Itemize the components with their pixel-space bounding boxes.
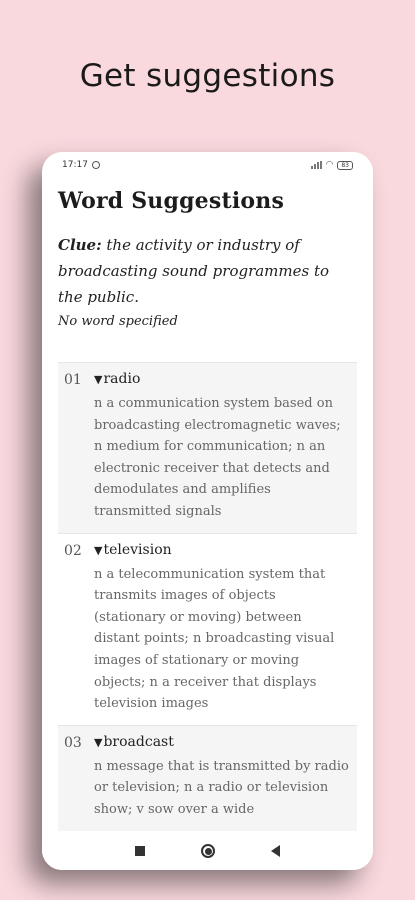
clue-description: the activity or industry of broadcasting sound programmes to the public. <box>58 236 330 306</box>
suggestion-number: 01 <box>64 372 82 388</box>
suggestion-item[interactable] <box>58 533 357 725</box>
promo-headline: Get suggestions <box>79 58 336 94</box>
suggestion-list[interactable] <box>58 362 357 832</box>
suggestion-number: 02 <box>64 542 82 559</box>
suggestion-definition: n message that is transmitted by radio or television; n a radio or television show; v sow over a wide <box>94 758 349 817</box>
triangle-down-icon[interactable]: ▼ <box>94 373 103 386</box>
suggestion-word[interactable]: ▼broadcast <box>94 733 174 750</box>
suggestion-word[interactable]: ▼television <box>94 541 172 558</box>
circle-icon[interactable] <box>201 844 215 858</box>
system-nav-bar <box>42 832 373 870</box>
wifi-icon: ◠ <box>325 160 334 170</box>
suggestion-number: 03 <box>64 734 82 751</box>
suggestion-item[interactable] <box>58 725 357 831</box>
back-triangle-icon[interactable] <box>271 845 280 857</box>
status-bar <box>42 152 373 178</box>
signal-icon <box>311 161 322 169</box>
alarm-icon <box>92 161 100 169</box>
triangle-down-icon[interactable]: ▼ <box>94 543 103 557</box>
battery-icon: 83 <box>337 161 353 170</box>
phone-frame <box>42 152 373 870</box>
suggestion-definition: n a communication system based on broadcasting electromagnetic waves; n medium for communication; n an electronic receiver that detects and demodulates and amplifies transmitted signals <box>94 396 341 519</box>
suggestion-definition: n a telecommunication system that transmits images of objects (stationary or moving) between distant points; n broadcasting visual images of stationary or moving objects; n a receiver that displays television images <box>94 566 335 712</box>
clue-text <box>58 232 357 310</box>
triangle-down-icon[interactable]: ▼ <box>94 735 103 749</box>
suggestion-item[interactable] <box>58 362 357 533</box>
no-word-notice: No word specified <box>58 314 178 329</box>
status-time: 17:17 <box>62 160 88 170</box>
page-title: Word Suggestions <box>58 188 285 214</box>
clue-label: Clue: <box>58 236 102 254</box>
square-icon[interactable] <box>135 846 145 856</box>
suggestion-word[interactable]: ▼radio <box>94 371 141 387</box>
